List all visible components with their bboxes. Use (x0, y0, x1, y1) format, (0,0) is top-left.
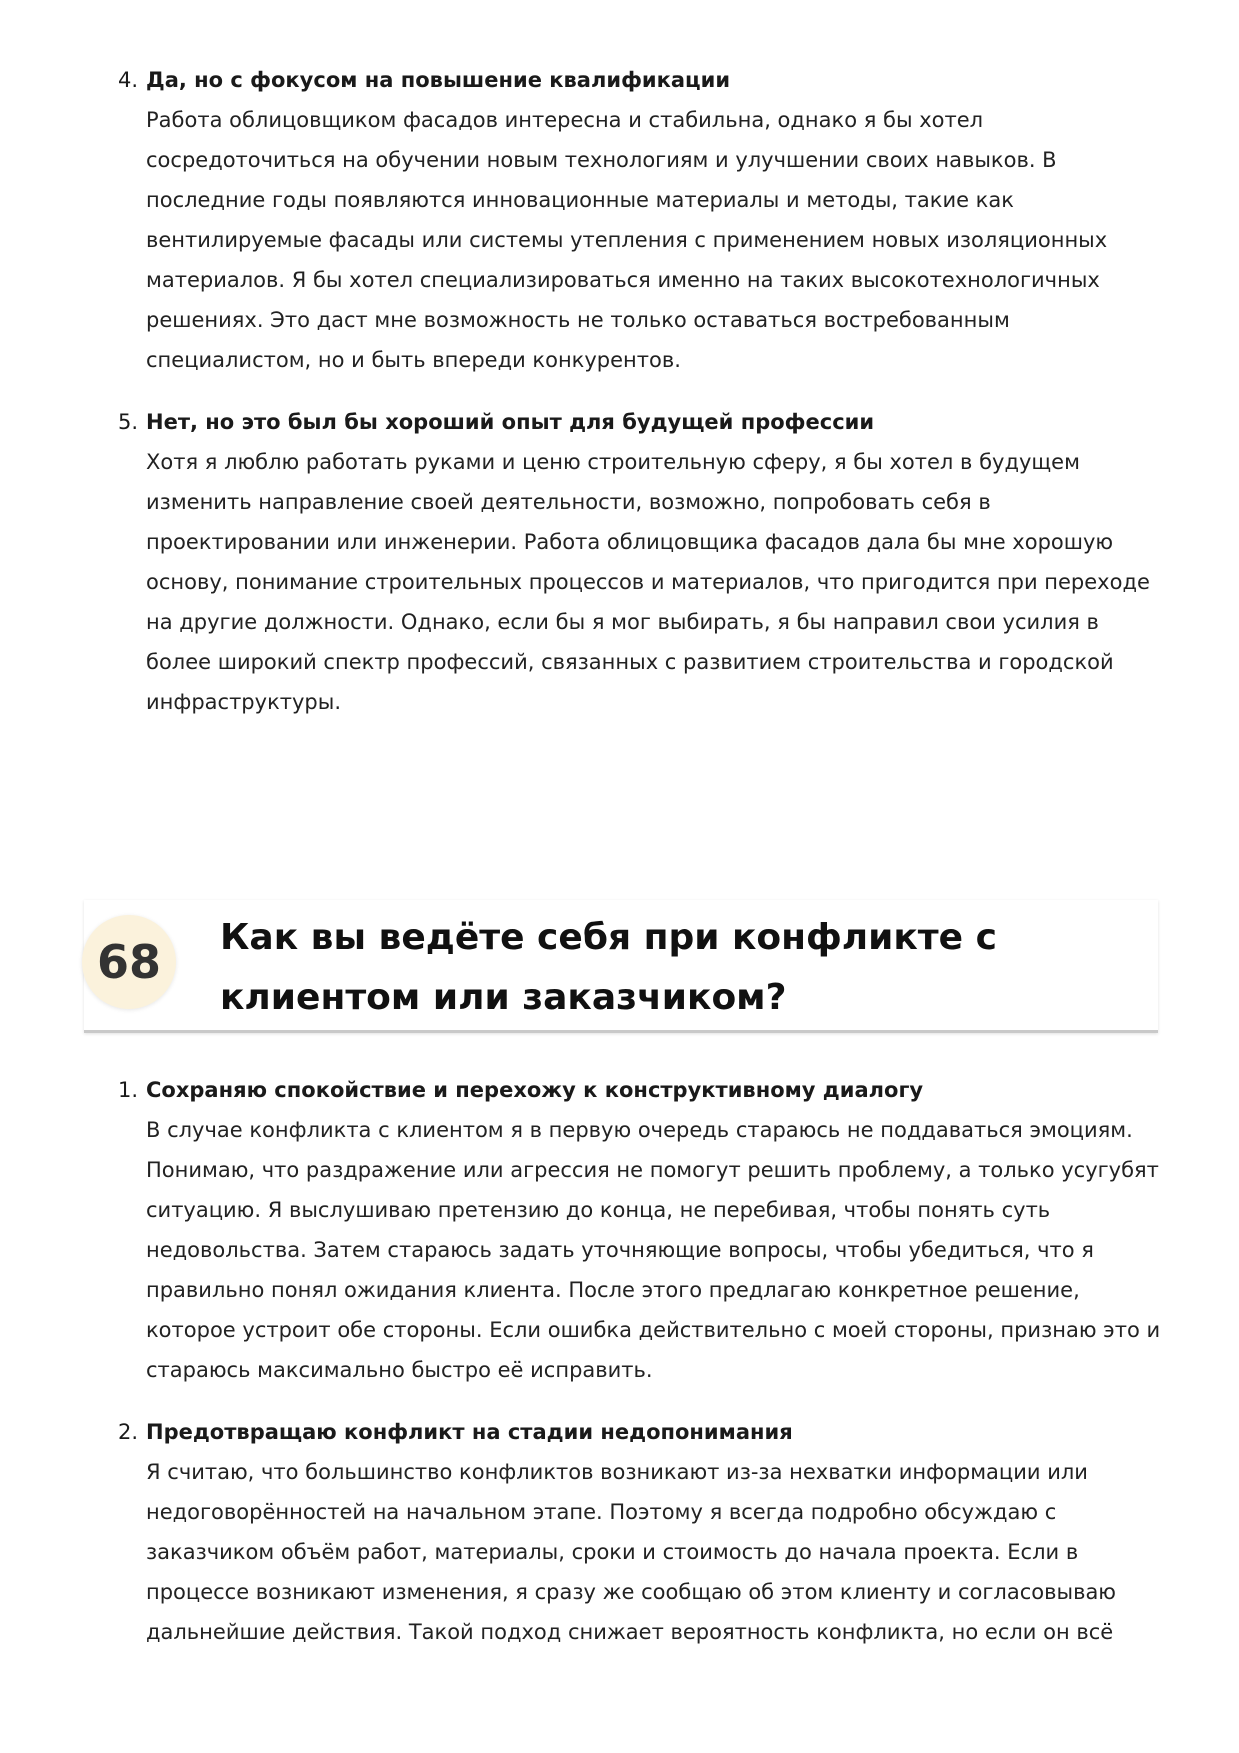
answer-number: 1. (118, 1078, 139, 1102)
answer-number: 4. (118, 68, 139, 92)
answer-item (0, 60, 1239, 380)
question-header (84, 900, 1158, 1033)
answer-item (0, 402, 1239, 722)
answer-list-current (0, 1070, 1239, 1674)
answer-text: Я считаю, что большинство конфликтов возникают из-за нехватки информации или недоговорённостей на начальном этапе. Поэтому я всегда подробно обсуждаю с заказчиком объём работ, материалы, сроки и стоимость до начала проекта. Если в процессе возникают изменения, я сразу же сообщаю об этом клиенту и согласовываю дальнейшие действия. Такой подход снижает вероятность конфликта, но если он всё (146, 1460, 1116, 1644)
answer-text: В случае конфликта с клиентом я в первую очередь стараюсь не поддаваться эмоциям. Понимаю, что раздражение или агрессия не помогут решить проблему, а только усугубят ситуацию. Я выслушиваю претензию до конца, не перебивая, чтобы понять суть недовольства. Затем стараюсь задать уточняющие вопросы, чтобы убедиться, что я правильно понял ожидания клиента. После этого предлагаю конкретное решение, которое устроит обе стороны. Если ошибка действительно с моей стороны, признаю это и стараюсь максимально быстро её исправить. (146, 1118, 1161, 1382)
answer-title: Да, но с фокусом на повышение квалификации (146, 68, 731, 92)
answer-list-previous (0, 60, 1239, 744)
answer-text: Хотя я люблю работать руками и ценю строительную сферу, я бы хотел в будущем изменить направление своей деятельности, возможно, попробовать себя в проектировании или инженерии. Работа облицовщика фасадов дала бы мне хорошую основу, понимание строительных процессов и материалов, что пригодится при переходе на другие должности. Однако, если бы я мог выбирать, я бы направил свои усилия в более широкий спектр профессий, связанных с развитием строительства и городской инфраструктуры. (146, 450, 1150, 714)
answer-title: Сохраняю спокойствие и перехожу к конструктивному диалогу (146, 1078, 924, 1102)
answer-title: Нет, но это был бы хороший опыт для будущей профессии (146, 410, 875, 434)
question-number-badge: 68 (82, 915, 176, 1009)
answer-item (0, 1412, 1239, 1652)
answer-item (0, 1070, 1239, 1390)
answer-number: 5. (118, 410, 139, 434)
question-title: Как вы ведёте себя при конфликте с клиентом или заказчиком? (220, 917, 997, 1018)
answer-number: 2. (118, 1420, 139, 1444)
answer-text: Работа облицовщиком фасадов интересна и стабильна, однако я бы хотел сосредоточиться на обучении новым технологиям и улучшении своих навыков. В последние годы появляются инновационные материалы и методы, такие как вентилируемые фасады или системы утепления с применением новых изоляционных материалов. Я бы хотел специализироваться именно на таких высокотехнологичных решениях. Это даст мне возможность не только оставаться востребованным специалистом, но и быть впереди конкурентов. (146, 108, 1108, 372)
answer-title: Предотвращаю конфликт на стадии недопонимания (146, 1420, 793, 1444)
